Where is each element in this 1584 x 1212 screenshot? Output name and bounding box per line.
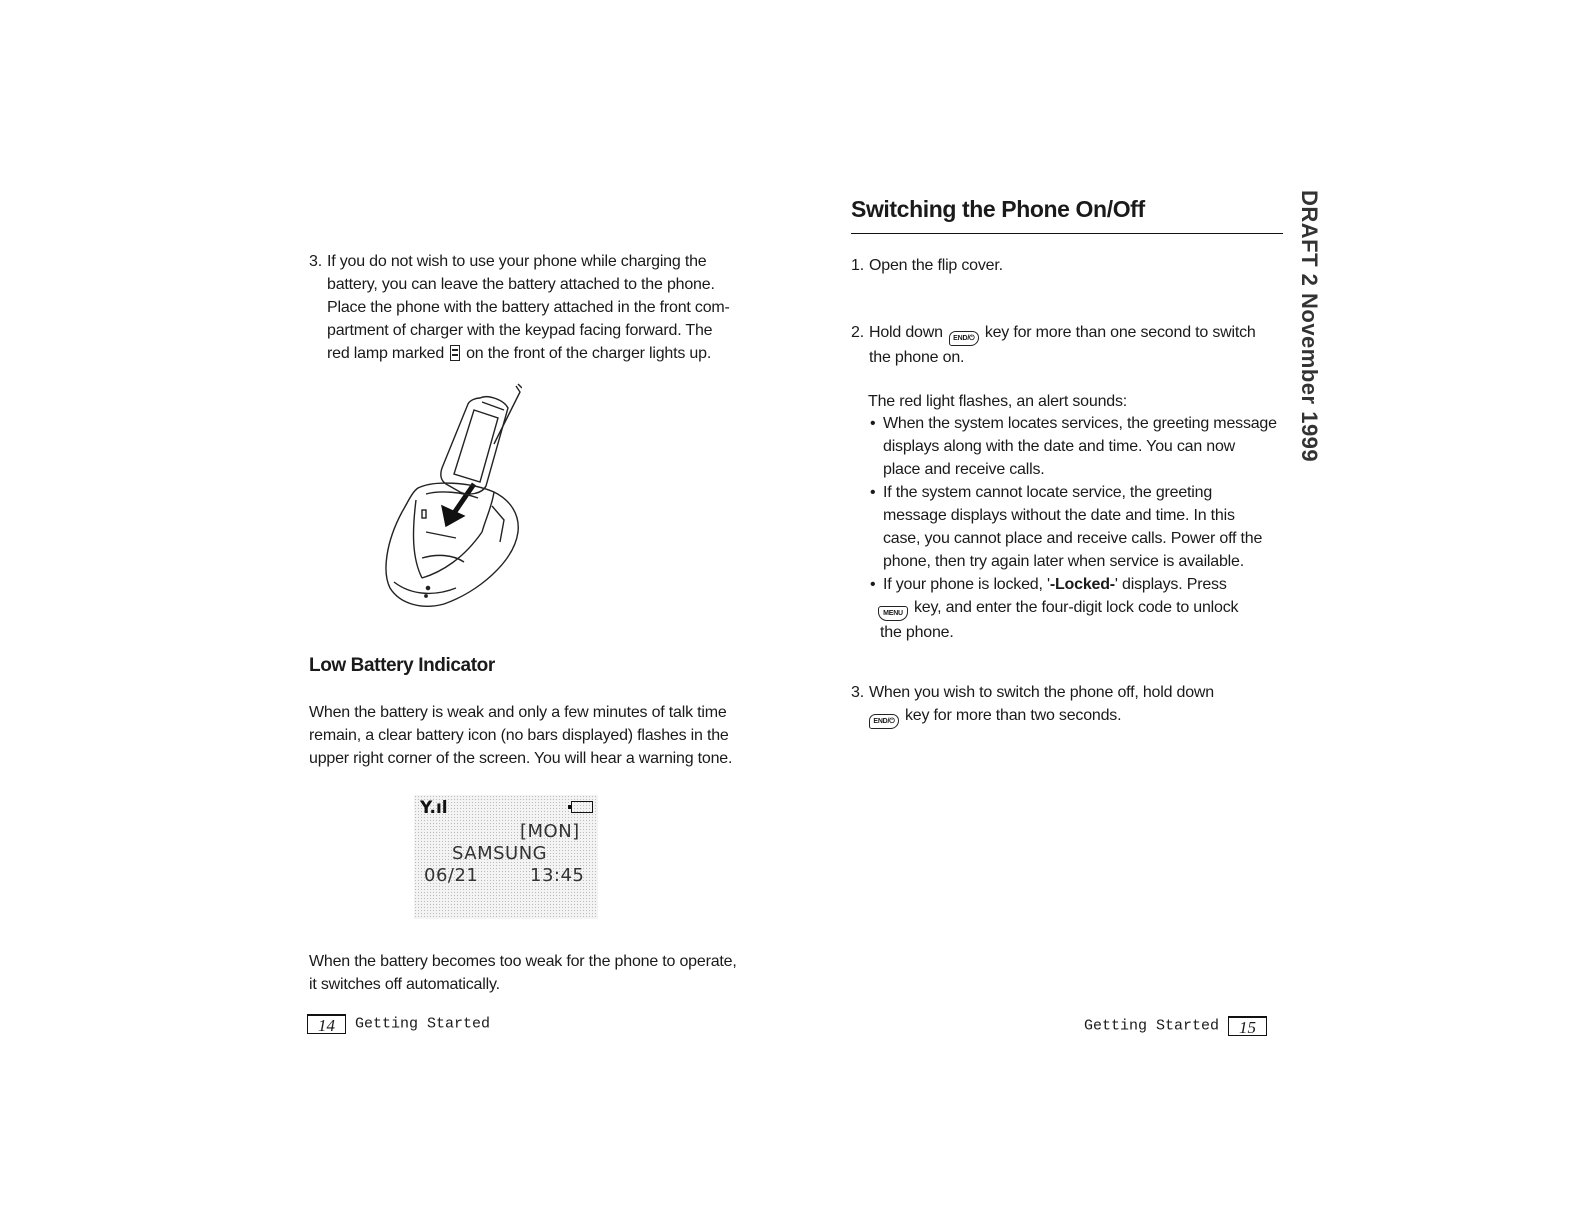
lcd-screen [414,795,598,919]
bullet-text: If your phone is locked, ' [883,576,1050,593]
right-step-3-block [851,681,1301,729]
paragraph-line: it switches off automatically. [309,976,500,993]
phone-charger-illustration [382,382,522,610]
lcd-greeting: SAMSUNG [452,843,548,864]
page-number: 14 [307,1014,346,1034]
draft-stamp-text: DRAFT 2 November 1999 [1297,190,1322,463]
bullet-line: displays along with the date and time. You can now [883,438,1236,455]
right-step-1-block [851,254,1291,277]
step-number: 1. [851,257,864,274]
step-line: the phone on. [869,349,965,366]
right-step-1 [851,254,1291,277]
right-page [792,0,1584,1212]
draft-stamp [1272,190,1322,520]
footer-section-label: Getting Started [355,1015,491,1033]
right-footer [1084,1016,1267,1036]
switching-heading: Switching the Phone On/Off [851,196,1145,222]
too-weak-paragraph [309,950,759,996]
lcd-date: 06/21 [424,865,479,886]
step-text: Hold down [869,324,943,341]
left-footer [307,1014,490,1034]
bullet-line: the phone. [880,624,954,641]
step-text: Open the flip cover. [869,257,1003,274]
bullet-line: phone, then try again later when service is available. [883,553,1244,570]
charger-lamp-icon [450,345,460,361]
step-line [869,704,1301,729]
right-step-2 [851,321,1301,369]
low-battery-paragraph [309,701,749,770]
bullet-line: message displays without the date and time. In this [883,507,1235,524]
power-on-bullets [870,412,1290,644]
step-line [327,342,749,365]
empty-battery-icon [571,801,593,813]
paragraph-line: When the battery is weak and only a few minutes of talk time [309,704,727,721]
bullet-line [883,573,1290,596]
step-text: on the front of the charger lights up. [466,345,712,362]
bullet-line: • When the system locates services, the greeting message [883,415,1277,432]
step-number: 2. [851,324,864,341]
bullet-line [870,596,1290,621]
footer-section-label: Getting Started [1084,1017,1220,1035]
step-number: 3. [851,684,864,701]
lcd-day: [MON] [520,821,580,842]
signal-strength-icon: Y.ıl [420,798,448,818]
right-step-3 [851,681,1301,729]
step-line [869,321,1301,346]
locked-label: -Locked- [1049,576,1115,593]
red-light-paragraph: The red light flashes, an alert sounds: [868,393,1128,410]
step-line: When you wish to switch the phone off, hold down [869,684,1214,701]
paragraph-line: upper right corner of the screen. You will hear a warning tone. [309,750,733,767]
paragraph-line: remain, a clear battery icon (no bars displayed) flashes in the [309,727,729,744]
bullet-text: ' displays. Press [1114,576,1227,593]
left-step-3 [309,250,749,365]
step-line: partment of charger with the keypad facing forward. The [327,322,713,339]
bullet-text: key, and enter the four-digit lock code to unlock [914,599,1239,616]
step-line: battery, you can leave the battery attached to the phone. [327,276,715,293]
step-text: key for more than one second to switch [984,324,1256,341]
step-number: 3. [309,253,322,270]
step-text: key for more than two seconds. [905,707,1122,724]
right-step-2-block [851,321,1301,369]
menu-key-icon: MENU [878,606,908,621]
step-line: Place the phone with the battery attached in the front com- [327,299,730,316]
step-text: red lamp marked [327,345,445,362]
low-battery-heading: Low Battery Indicator [309,655,495,676]
heading-rule [851,233,1283,234]
step-line: If you do not wish to use your phone while charging the [327,253,707,270]
bullet-line: place and receive calls. [883,461,1045,478]
end-key-icon: END/⏻ [869,714,899,729]
bullet-item [870,412,1290,481]
paragraph-line: When the battery becomes too weak for the phone to operate, [309,953,737,970]
bullet-line: • If the system cannot locate service, the greeting [883,484,1213,501]
left-step-list [309,250,749,365]
end-key-icon: END/⏻ [949,331,979,346]
bullet-item [870,573,1290,644]
bullet-line: case, you cannot place and receive calls. Power off the [883,530,1263,547]
lcd-time: 13:45 [530,865,585,886]
page-number: 15 [1228,1016,1267,1036]
bullet-item [870,481,1290,573]
